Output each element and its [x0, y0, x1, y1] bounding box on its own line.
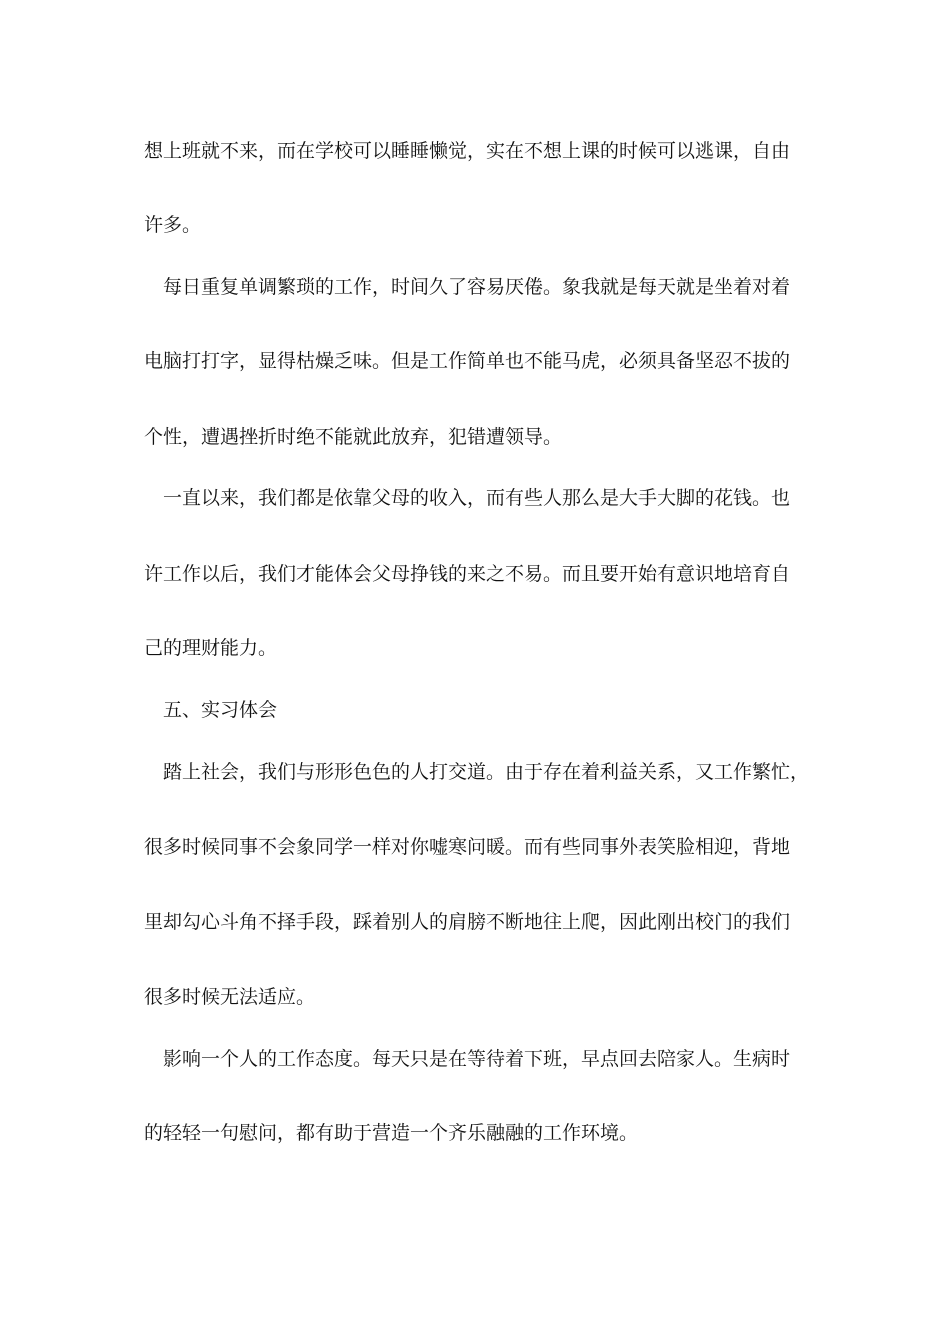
text-line: 许多。 — [144, 214, 202, 236]
text-line: 的轻轻一句慰问，都有助于营造一个齐乐融融的工作环境。 — [144, 1122, 639, 1144]
text-line: 己的理财能力。 — [144, 637, 278, 659]
paragraph-start-line: 踏上社会，我们与形形色色的人打交道。由于存在着利益关系，又工作繁忙， — [163, 761, 810, 783]
text-line: 个性，遭遇挫折时绝不能就此放弃，犯错遭领导。 — [144, 426, 563, 448]
paragraph-start-line: 一直以来，我们都是依靠父母的收入，而有些人那么是大手大脚的花钱。也 — [163, 487, 791, 509]
text-line: 许工作以后，我们才能体会父母挣钱的来之不易。而且要开始有意识地培育自 — [144, 563, 791, 585]
text-line: 电脑打打字，显得枯燥乏味。但是工作简单也不能马虎，必须具备坚忍不拔的 — [144, 350, 791, 372]
text-line: 很多时候无法适应。 — [144, 986, 316, 1008]
text-line: 里却勾心斗角不择手段，踩着别人的肩膀不断地往上爬，因此刚出校门的我们 — [144, 911, 791, 933]
paragraph-start-line: 影响一个人的工作态度。每天只是在等待着下班，早点回去陪家人。生病时 — [163, 1048, 791, 1070]
section-heading: 五、实习体会 — [163, 699, 278, 721]
text-line: 很多时候同事不会象同学一样对你嘘寒问暖。而有些同事外表笑脸相迎，背地 — [144, 836, 791, 858]
text-line: 想上班就不来，而在学校可以睡睡懒觉，实在不想上课的时候可以逃课，自由 — [144, 140, 791, 162]
paragraph-start-line: 每日重复单调繁琐的工作，时间久了容易厌倦。象我就是每天就是坐着对着 — [163, 276, 791, 298]
